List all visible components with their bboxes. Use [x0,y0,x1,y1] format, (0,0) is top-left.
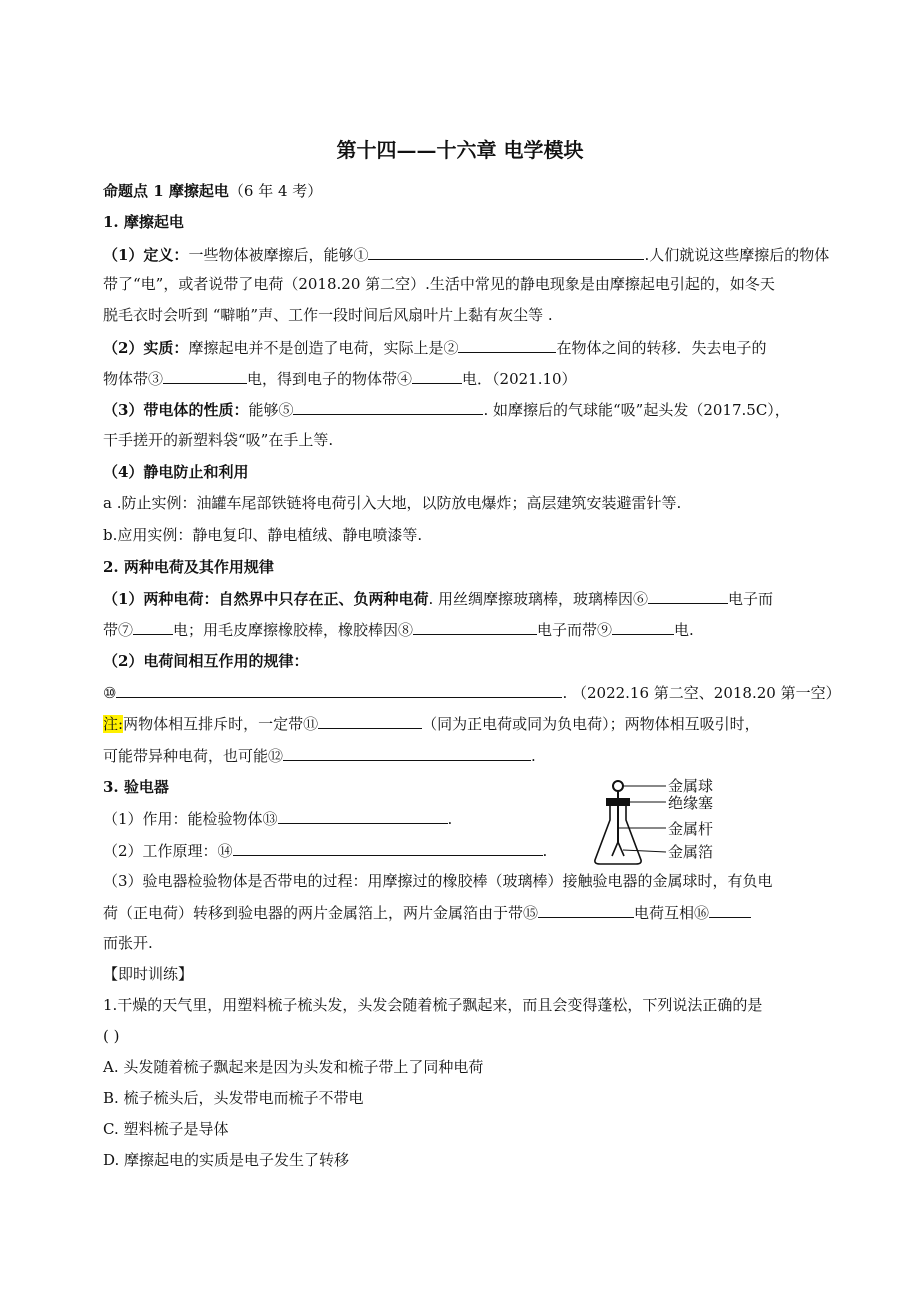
ess-text-d: 电，得到电子的物体带④ [247,370,413,388]
blank-12[interactable] [283,745,531,761]
option-d[interactable]: D. 摩擦起电的实质是电子发生了转移 [103,1151,350,1169]
question-1: 1.干燥的天气里，用塑料梳子梳头发，头发会随着梳子飘起来，而且会变得蓬松，下列说法正确的是 [103,996,763,1014]
label-metal-foil: 金属箔 [668,843,714,861]
two-text-d: 电；用毛皮摩擦橡胶棒，橡胶棒因⑧ [173,621,414,639]
s2-two-line2 [103,619,694,640]
ess-text-b: 在物体之间的转移．失去电子的 [556,339,767,357]
electroscope-diagram [588,776,668,870]
option-a[interactable]: A. 头发随着梳子飘起来是因为头发和梳子带上了同种电荷 [103,1058,484,1076]
option-c[interactable]: C. 塑料梳子是导体 [103,1120,229,1138]
s1-ess-line2 [103,368,577,389]
practice-heading: 【即时训练】 [103,965,194,983]
two-bold: 自然界中只存在正、负两种电荷 [218,590,429,608]
two-label: （1）两种电荷： [103,590,219,608]
static-heading: （4）静电防止和利用 [103,463,249,481]
blank-1[interactable] [368,244,644,260]
note-text-b: （同为正电荷或同为负电荷）；两物体相互吸引时， [422,715,760,733]
s1-prop-line2: 干手搓开的新塑料袋“吸”在手上等. [103,431,334,449]
s3-use [103,808,452,829]
note-line1 [103,713,760,734]
two-text-c: 带⑦ [103,621,134,639]
blank-11[interactable] [318,713,422,729]
s3-process-line2 [103,902,751,923]
blank-2[interactable] [458,337,556,353]
proc-text-b: 电荷互相⑯ [634,904,710,922]
label-insulating-plug: 绝缘塞 [668,794,714,812]
blank-3[interactable] [163,368,247,384]
s1-heading: 1. 摩擦起电 [103,213,184,231]
ess-text-e: 电．（2021.10） [462,370,577,388]
point-1-line [103,181,322,201]
two-text-a: . 用丝绸摩擦玻璃棒，玻璃棒因⑥ [428,590,649,608]
leader-foil [623,850,666,852]
static-apply: b.应用实例：静电复印、静电植绒、静电喷漆等. [103,526,423,544]
s2-two-line1 [103,588,773,609]
ess-label: （2）实质： [103,339,189,357]
note-text-c: 可能带异种电荷，也可能⑫ [103,747,284,765]
blank-9[interactable] [612,619,674,635]
static-prevent: a .防止实例：油罐车尾部铁链将电荷引入大地，以防放电爆炸；高层建筑安装避雷针等. [103,494,682,512]
two-text-e: 电子而带⑨ [537,621,613,639]
law-line [103,682,841,703]
ess-text-c: 物体带③ [103,370,164,388]
s2-heading: 2. 两种电荷及其作用规律 [103,558,274,576]
s3-principle [103,840,547,861]
prop-label: （3）带电体的性质： [103,401,249,419]
blank-8[interactable] [413,619,537,635]
point-1-note: （6 年 4 考） [228,182,323,200]
def-label: （1）定义： [103,246,189,264]
proc-text-a: 荷（正电荷）转移到验电器的两片金属箔上，两片金属箔由于带⑮ [103,904,539,922]
law-text-b: . （2022.16 第二空、2018.20 第一空） [562,684,841,702]
prop-text-a: 能够⑤ [248,401,294,419]
law-text-a: ⑩ [103,684,117,702]
note-line2 [103,745,536,766]
blank-4[interactable] [412,368,462,384]
note-text-a: 两物体相互排斥时，一定带⑪ [123,715,319,733]
use-text-b: . [447,810,453,828]
prin-text-a: （2）工作原理：⑭ [103,842,233,860]
s1-def-line2: 带了“电”，或者说带了电荷（2018.20 第二空）.生活中常见的静电现象是由摩擦起电引起的，如冬天 [103,275,775,293]
blank-6[interactable] [648,588,728,604]
prin-text-b: . [542,842,548,860]
s1-def-line1 [103,244,829,265]
law-label: （2）电荷间相互作用的规律： [103,652,309,670]
s1-ess-line1 [103,337,766,358]
label-metal-ball: 金属球 [668,777,714,795]
page-title: 第十四——十六章 电学模块 [336,138,584,162]
metal-ball-shape [613,781,623,791]
def-text-b: .人们就说这些摩擦后的物体 [644,246,830,264]
blank-5[interactable] [293,399,483,415]
s1-prop-line1 [103,399,790,420]
blank-15[interactable] [538,902,634,918]
answer-paren: ( ) [103,1027,120,1045]
two-text-b: 电子而 [728,590,774,608]
point-1-label: 命题点 1 摩擦起电 [103,182,229,200]
use-text-a: （1）作用：能检验物体⑬ [103,810,278,828]
label-metal-rod: 金属杆 [668,820,714,838]
two-text-f: 电. [674,621,694,639]
note-label: 注: [103,715,124,733]
blank-16[interactable] [709,902,751,918]
blank-14[interactable] [233,840,543,856]
prop-text-b: . 如摩擦后的气球能“吸”起头发（2017.5C）， [483,401,790,419]
def-text-a: 一些物体被摩擦后，能够① [188,246,369,264]
option-b[interactable]: B. 梳子梳头后，头发带电而梳子不带电 [103,1089,364,1107]
s3-heading: 3. 验电器 [103,778,169,796]
note-text-d: . [531,747,536,765]
metal-foil-shape [612,842,624,856]
blank-7[interactable] [133,619,173,635]
s3-process-line3: 而张开. [103,934,153,952]
s3-process-line1: （3）验电器检验物体是否带电的过程：用摩擦过的橡胶棒（玻璃棒）接触验电器的金属球时，有负电 [103,872,773,890]
ess-text-a: 摩擦起电并不是创造了电荷，实际上是② [188,339,459,357]
blank-13[interactable] [278,808,448,824]
s1-def-line3: 脱毛衣时会听到 “噼啪”声、工作一段时间后风扇叶片上黏有灰尘等 . [103,306,553,324]
blank-10[interactable] [116,682,562,698]
